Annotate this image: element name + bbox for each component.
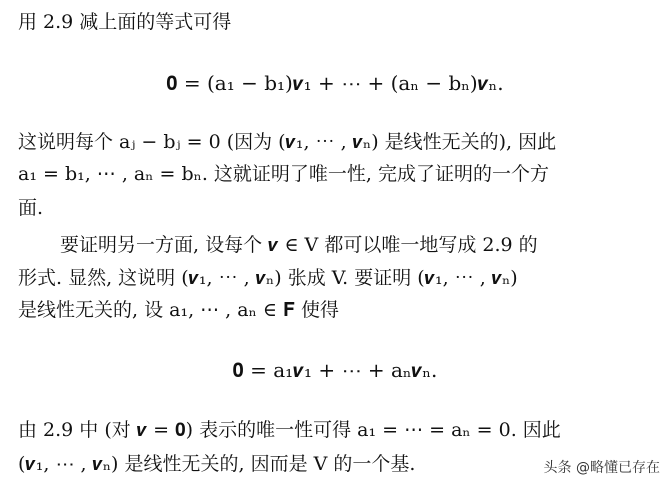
- text-line-8: 由 2.9 中 (对 𝒗 = 𝟎) 表示的唯一性可得 a₁ = ⋯ = aₙ = 0. 因此: [18, 419, 561, 441]
- text-line-1: 用 2.9 减上面的等式可得: [18, 11, 232, 33]
- text-line-3: a₁ = b₁, ⋯ , aₙ = bₙ. 这就证明了唯一性, 完成了证明的一个方: [18, 163, 550, 185]
- equation-1: 𝟎 = (a₁ − b₁)𝒗₁ + ⋯ + (aₙ − bₙ)𝒗ₙ.: [166, 71, 504, 95]
- equation-2: 𝟎 = a₁𝒗₁ + ⋯ + aₙ𝒗ₙ.: [232, 358, 438, 382]
- text-line-9: (𝒗₁, ⋯ , 𝒗ₙ) 是线性无关的, 因而是 V 的一个基.: [18, 453, 416, 475]
- text-line-4: 面.: [18, 197, 44, 219]
- text-line-2: 这说明每个 aⱼ − bⱼ = 0 (因为 (𝒗₁, ⋯ , 𝒗ₙ) 是线性无关的), 因此: [18, 131, 557, 153]
- watermark: 头条 @略懂已存在: [543, 460, 660, 476]
- text-line-6: 形式. 显然, 这说明 (𝒗₁, ⋯ , 𝒗ₙ) 张成 V. 要证明 (𝒗₁, ⋯ , 𝒗ₙ): [18, 267, 518, 289]
- text-line-5: 要证明另一方面, 设每个 𝒗 ∈ V 都可以唯一地写成 2.9 的: [60, 234, 538, 256]
- text-line-7: 是线性无关的, 设 a₁, ⋯ , aₙ ∈ 𝐅 使得: [18, 299, 339, 321]
